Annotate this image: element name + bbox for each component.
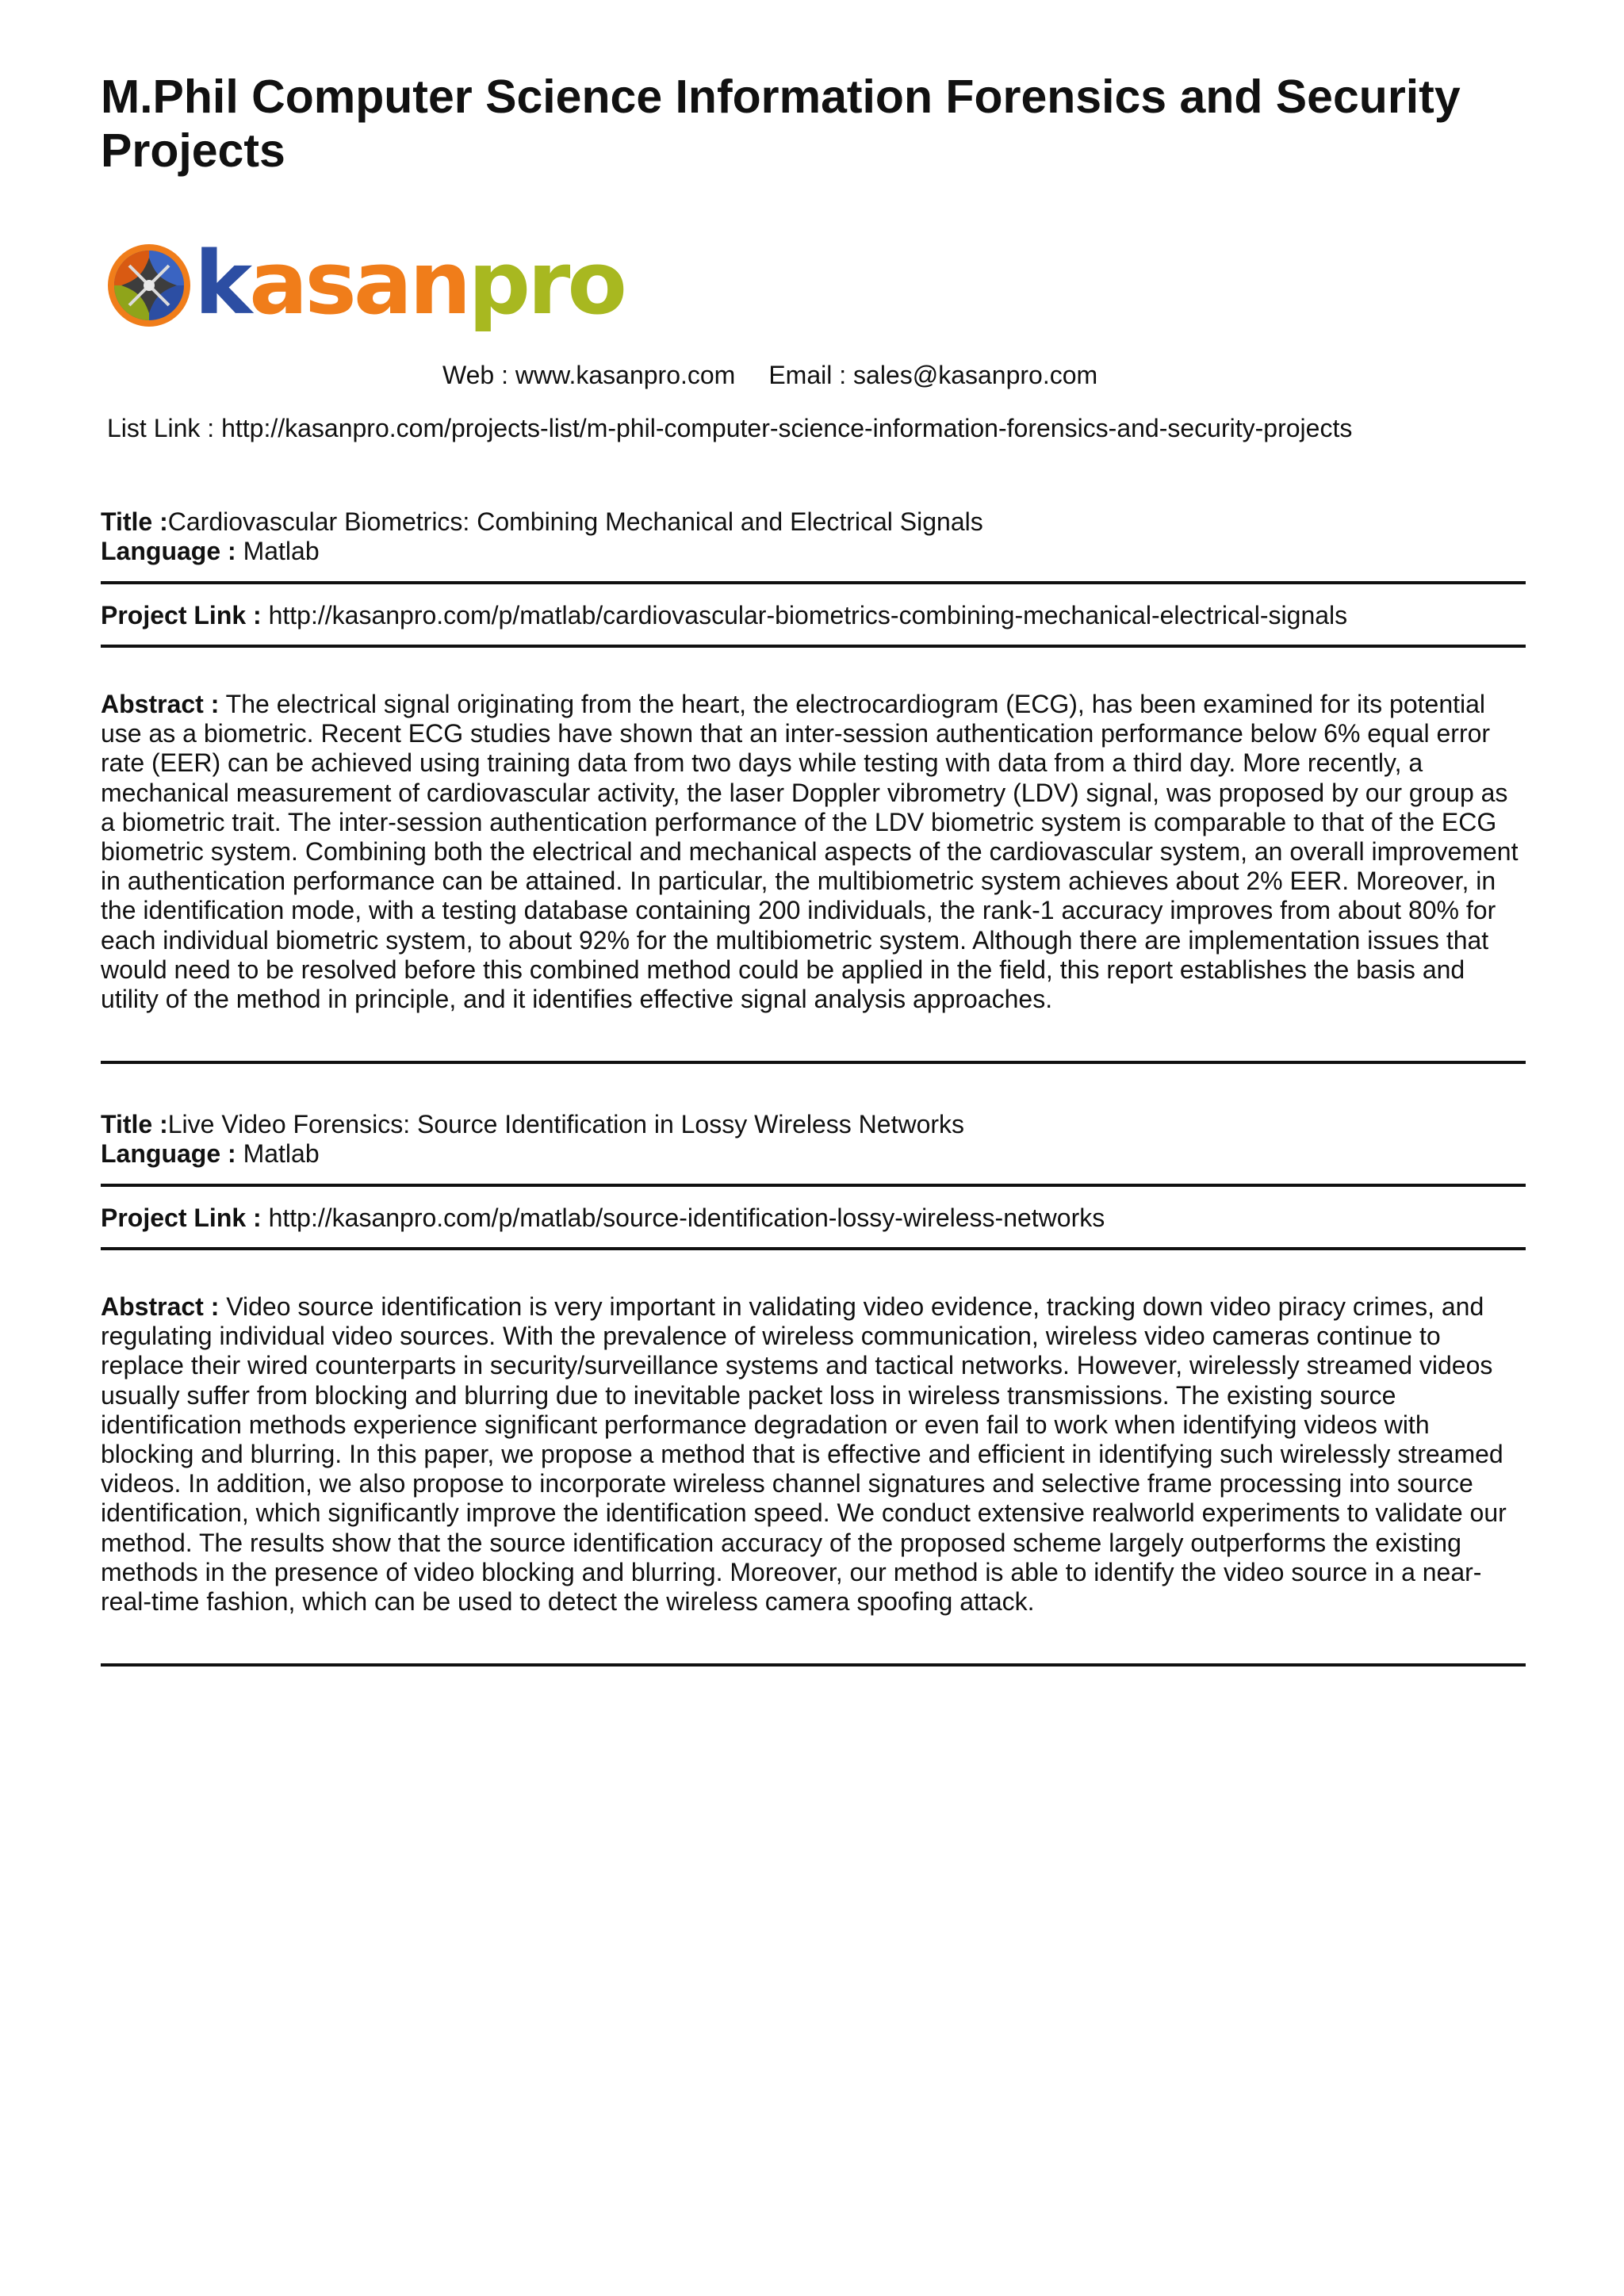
project-abstract xyxy=(101,690,1526,1014)
title-label: Title : xyxy=(101,1110,168,1138)
project-language xyxy=(101,1139,320,1169)
project-language xyxy=(101,537,320,566)
abstract-text: Video source identification is very important in validating video evidence, tracking down video piracy crimes, and regulating individual video sources. With the prevalence of wireless communication, wireless video cameras continue to replace their wired counterparts in security/surveillance systems and tactical networks. However, wirelessly streamed videos usually suffer from blocking and blurring due to inevitable packet loss in wireless transmissions. The existing source identification methods experience significant performance degradation or even fail to work when identifying videos with blocking and blurring. In this paper, we propose a method that is effective and efficient in identifying such wirelessly streamed videos. In addition, we also propose to incorporate wireless channel signatures and selective frame processing into source identification, which significantly improve the identification speed. We conduct extensive realworld experiments to validate our method. The results show that the source identification accuracy of the proposed scheme largely outperforms the existing methods in the presence of video blocking and blurring. Moreover, our method is able to identify the video source in a near-real-time fashion, which can be used to detect the wireless camera spoofing attack. xyxy=(101,1292,1507,1617)
divider xyxy=(101,1247,1526,1250)
project-link-label: Project Link : xyxy=(101,601,262,629)
language-label: Language : xyxy=(101,537,236,565)
title-label: Title : xyxy=(101,507,168,536)
abstract-text: The electrical signal originating from the heart, the electrocardiogram (ECG), has been examined for its potential use as a biometric. Recent ECG studies have shown that an inter-session authentication performance below 6% equal error rate (EER) can be achieved using training data from two days while testing with data from a third day. More recently, a mechanical measurement of cardiovascular activity, the laser Doppler vibrometry (LDV) signal, was proposed by our group as a biometric trait. The inter-session authentication performance of the LDV biometric system is comparable to that of the ECG biometric system. Combining both the electrical and mechanical aspects of the cardiovascular system, an overall improvement in authentication performance can be attained. In particular, the multibiometric system achieves about 2% EER. Moreover, in the identification mode, with a testing database containing 200 individuals, the rank-1 accuracy improves from about 80% for each individual biometric system, to about 92% for the multibiometric system. Although there are implementation issues that would need to be resolved before this combined method could be applied in the field, this report establishes the basis and utility of the method in principle, and it identifies effective signal analysis approaches. xyxy=(101,690,1519,1014)
divider xyxy=(101,581,1526,584)
project-link-label: Project Link : xyxy=(101,1203,262,1232)
project-title xyxy=(101,1110,964,1139)
project-link-url[interactable]: http://kasanpro.com/p/matlab/source-identification-lossy-wireless-networks xyxy=(261,1203,1105,1232)
title-text: Live Video Forensics: Source Identification in Lossy Wireless Networks xyxy=(167,1110,965,1138)
abstract-label: Abstract : xyxy=(101,690,220,718)
project-link-url[interactable]: http://kasanpro.com/p/matlab/cardiovascular-biometrics-combining-mechanical-electrical-signals xyxy=(261,601,1348,629)
language-label: Language : xyxy=(101,1139,236,1168)
contact-line xyxy=(442,359,1097,391)
language-value: Matlab xyxy=(236,537,320,565)
kasanpro-logo[interactable] xyxy=(105,232,624,337)
language-value: Matlab xyxy=(236,1139,320,1168)
divider xyxy=(101,1663,1526,1667)
email-link[interactable]: Email : sales@kasanpro.com xyxy=(768,361,1098,389)
page-title: M.Phil Computer Science Information Forensics and Security Projects xyxy=(101,71,1461,177)
divider xyxy=(101,1184,1526,1187)
title-text: Cardiovascular Biometrics: Combining Mechanical and Electrical Signals xyxy=(167,507,983,536)
divider xyxy=(101,1061,1526,1064)
logo-wordmark: kasanpro xyxy=(194,232,624,334)
project-link xyxy=(101,1203,1105,1233)
divider xyxy=(101,645,1526,648)
project-title xyxy=(101,507,983,537)
web-link[interactable]: Web : www.kasanpro.com xyxy=(442,361,736,389)
logo-mark-icon xyxy=(105,242,193,329)
list-link[interactable]: List Link : http://kasanpro.com/projects-list/m-phil-computer-science-information-forensics-and-security-projects xyxy=(107,414,1353,442)
project-link xyxy=(101,601,1347,630)
project-abstract xyxy=(101,1292,1526,1617)
abstract-label: Abstract : xyxy=(101,1292,220,1321)
